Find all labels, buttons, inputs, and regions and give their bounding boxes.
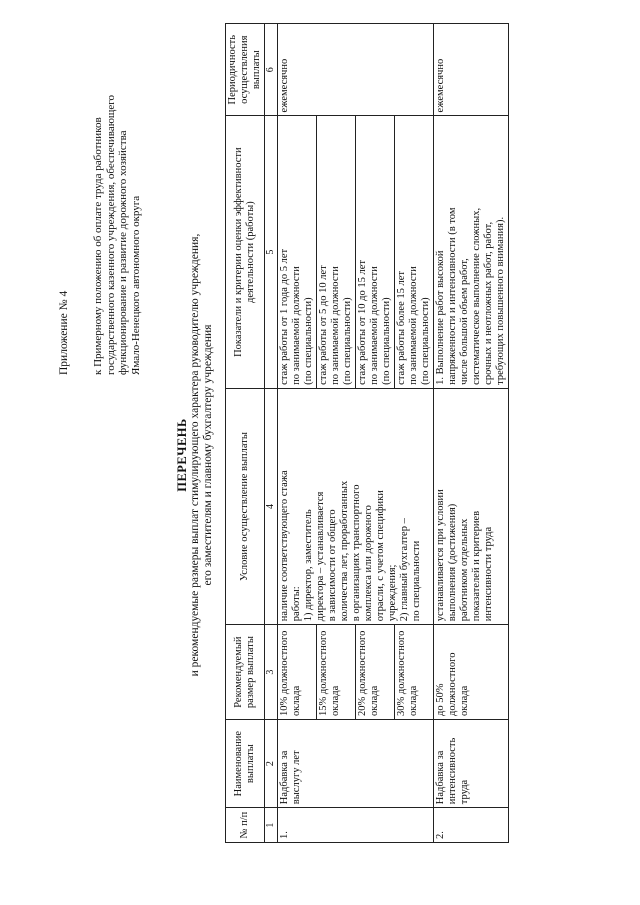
text-line: работником отдельных <box>459 518 470 622</box>
row-size: 15% должностного оклада <box>317 625 356 720</box>
appendix-label: Приложение № 4 <box>58 290 70 375</box>
text-line: работы: <box>291 586 302 622</box>
row-period: ежемесячно <box>434 24 509 116</box>
text-line: срочных и неотложных работ, работ, <box>483 221 494 385</box>
document-title <box>176 85 215 825</box>
table-row <box>278 24 317 843</box>
header-name: Наименование выплаты <box>226 720 265 808</box>
payments-table <box>225 23 509 843</box>
row-name: Надбавка за выслугу лет <box>278 720 434 808</box>
text-line: по занимаемой должности <box>291 266 302 385</box>
title-line: его заместителям и главному бухгалтеру учреждения <box>202 324 214 586</box>
reference-line: государственного казенного учреждения, обеспечивающего <box>104 94 117 375</box>
text-line: (по специальности) <box>381 297 392 385</box>
text-line: 1. Выполнение работ высокой <box>435 250 446 385</box>
text-line: (по специальности) <box>420 297 431 385</box>
row-size: 20% должностного оклада <box>356 625 395 720</box>
column-number: 2 <box>265 720 278 808</box>
column-number: 3 <box>265 625 278 720</box>
reference-line: Ямало-Ненецкого автономного округа <box>129 195 142 375</box>
text-line: интенсивности труда <box>483 526 494 622</box>
text-line: стаж работы от 5 до 10 лет <box>318 265 329 385</box>
header-num: № п/п <box>226 808 265 843</box>
column-number: 5 <box>265 116 278 388</box>
text-line: отрасли, с учетом специфики <box>375 490 386 622</box>
text-line: стаж работы от 1 года до 5 лет <box>279 248 290 385</box>
reference-line: функционирование и развитие дорожного хозяйства <box>117 130 129 375</box>
row-period: ежемесячно <box>278 24 434 116</box>
row-name: Надбавка за интенсивность труда <box>434 720 509 808</box>
column-number: 6 <box>265 24 278 116</box>
text-line: по занимаемой должности <box>369 266 380 385</box>
text-line: 2) главный бухгалтер – <box>399 518 410 622</box>
header-criteria: Показатели и критерии оценки эффективности деятельности (работы) <box>226 116 265 388</box>
row-num: 1. <box>278 808 434 843</box>
text-line: устанавливается при условии <box>435 489 446 622</box>
row-size: 10% должностного оклада <box>278 625 317 720</box>
header-period: Периодичность осуществления выплаты <box>226 24 265 116</box>
text-line: (по специальности) <box>342 297 353 385</box>
text-line: наличие соответствующего стажа <box>279 470 290 622</box>
row-criteria <box>278 116 317 388</box>
text-line: 1) директор, заместитель <box>303 509 314 622</box>
text-line: по специальности <box>411 540 422 622</box>
text-line: учреждения; <box>387 564 398 622</box>
text-line: (по специальности) <box>303 297 314 385</box>
column-numbers-row <box>265 24 278 843</box>
title-main: ПЕРЕЧЕНЬ <box>175 418 189 492</box>
row-condition <box>278 388 434 624</box>
row-criteria <box>317 116 356 388</box>
column-number: 1 <box>265 808 278 843</box>
row-size: 30% должностного оклада <box>395 625 434 720</box>
row-num: 2. <box>434 808 509 843</box>
header-condition: Условие осуществление выплаты <box>226 388 265 624</box>
text-line: требующих повышенного внимания). <box>495 216 506 385</box>
text-line: в организациях транспортного <box>351 484 362 622</box>
text-line: директора – устанавливается <box>315 491 326 622</box>
text-line: систематическое выполнение сложных, <box>471 207 482 385</box>
text-line: стаж работы более 15 лет <box>396 271 407 385</box>
text-line: комплекса или дорожного <box>363 505 374 622</box>
text-line: показателей и критериев <box>471 510 482 622</box>
row-size: до 50% должностного оклада <box>434 625 509 720</box>
text-line: в зависимости от общего <box>327 509 338 622</box>
row-condition <box>434 388 509 624</box>
text-line: стаж работы от 10 до 15 лет <box>357 259 368 385</box>
row-criteria <box>356 116 395 388</box>
row-criteria <box>395 116 434 388</box>
header-size: Рекомендуемый размер выплаты <box>226 625 265 720</box>
reference-line: к Примерному положению об оплате труда работников <box>92 117 104 375</box>
reference-text <box>92 45 142 375</box>
table-header-row <box>226 24 265 843</box>
column-number: 4 <box>265 388 278 624</box>
row-criteria <box>434 116 509 388</box>
text-line: по занимаемой должности <box>408 266 419 385</box>
text-line: напряженности и интенсивности (в том <box>447 207 458 385</box>
title-line: и рекомендуемые размеры выплат стимулирующего характера руководителю учреждения, <box>189 233 201 677</box>
text-line: количества лет, проработанных <box>339 480 350 622</box>
text-line: по занимаемой должности <box>330 266 341 385</box>
table-row <box>434 24 509 843</box>
text-line: выполнения (достижения) <box>447 503 458 622</box>
text-line: числе большой объем работ, <box>459 258 470 385</box>
